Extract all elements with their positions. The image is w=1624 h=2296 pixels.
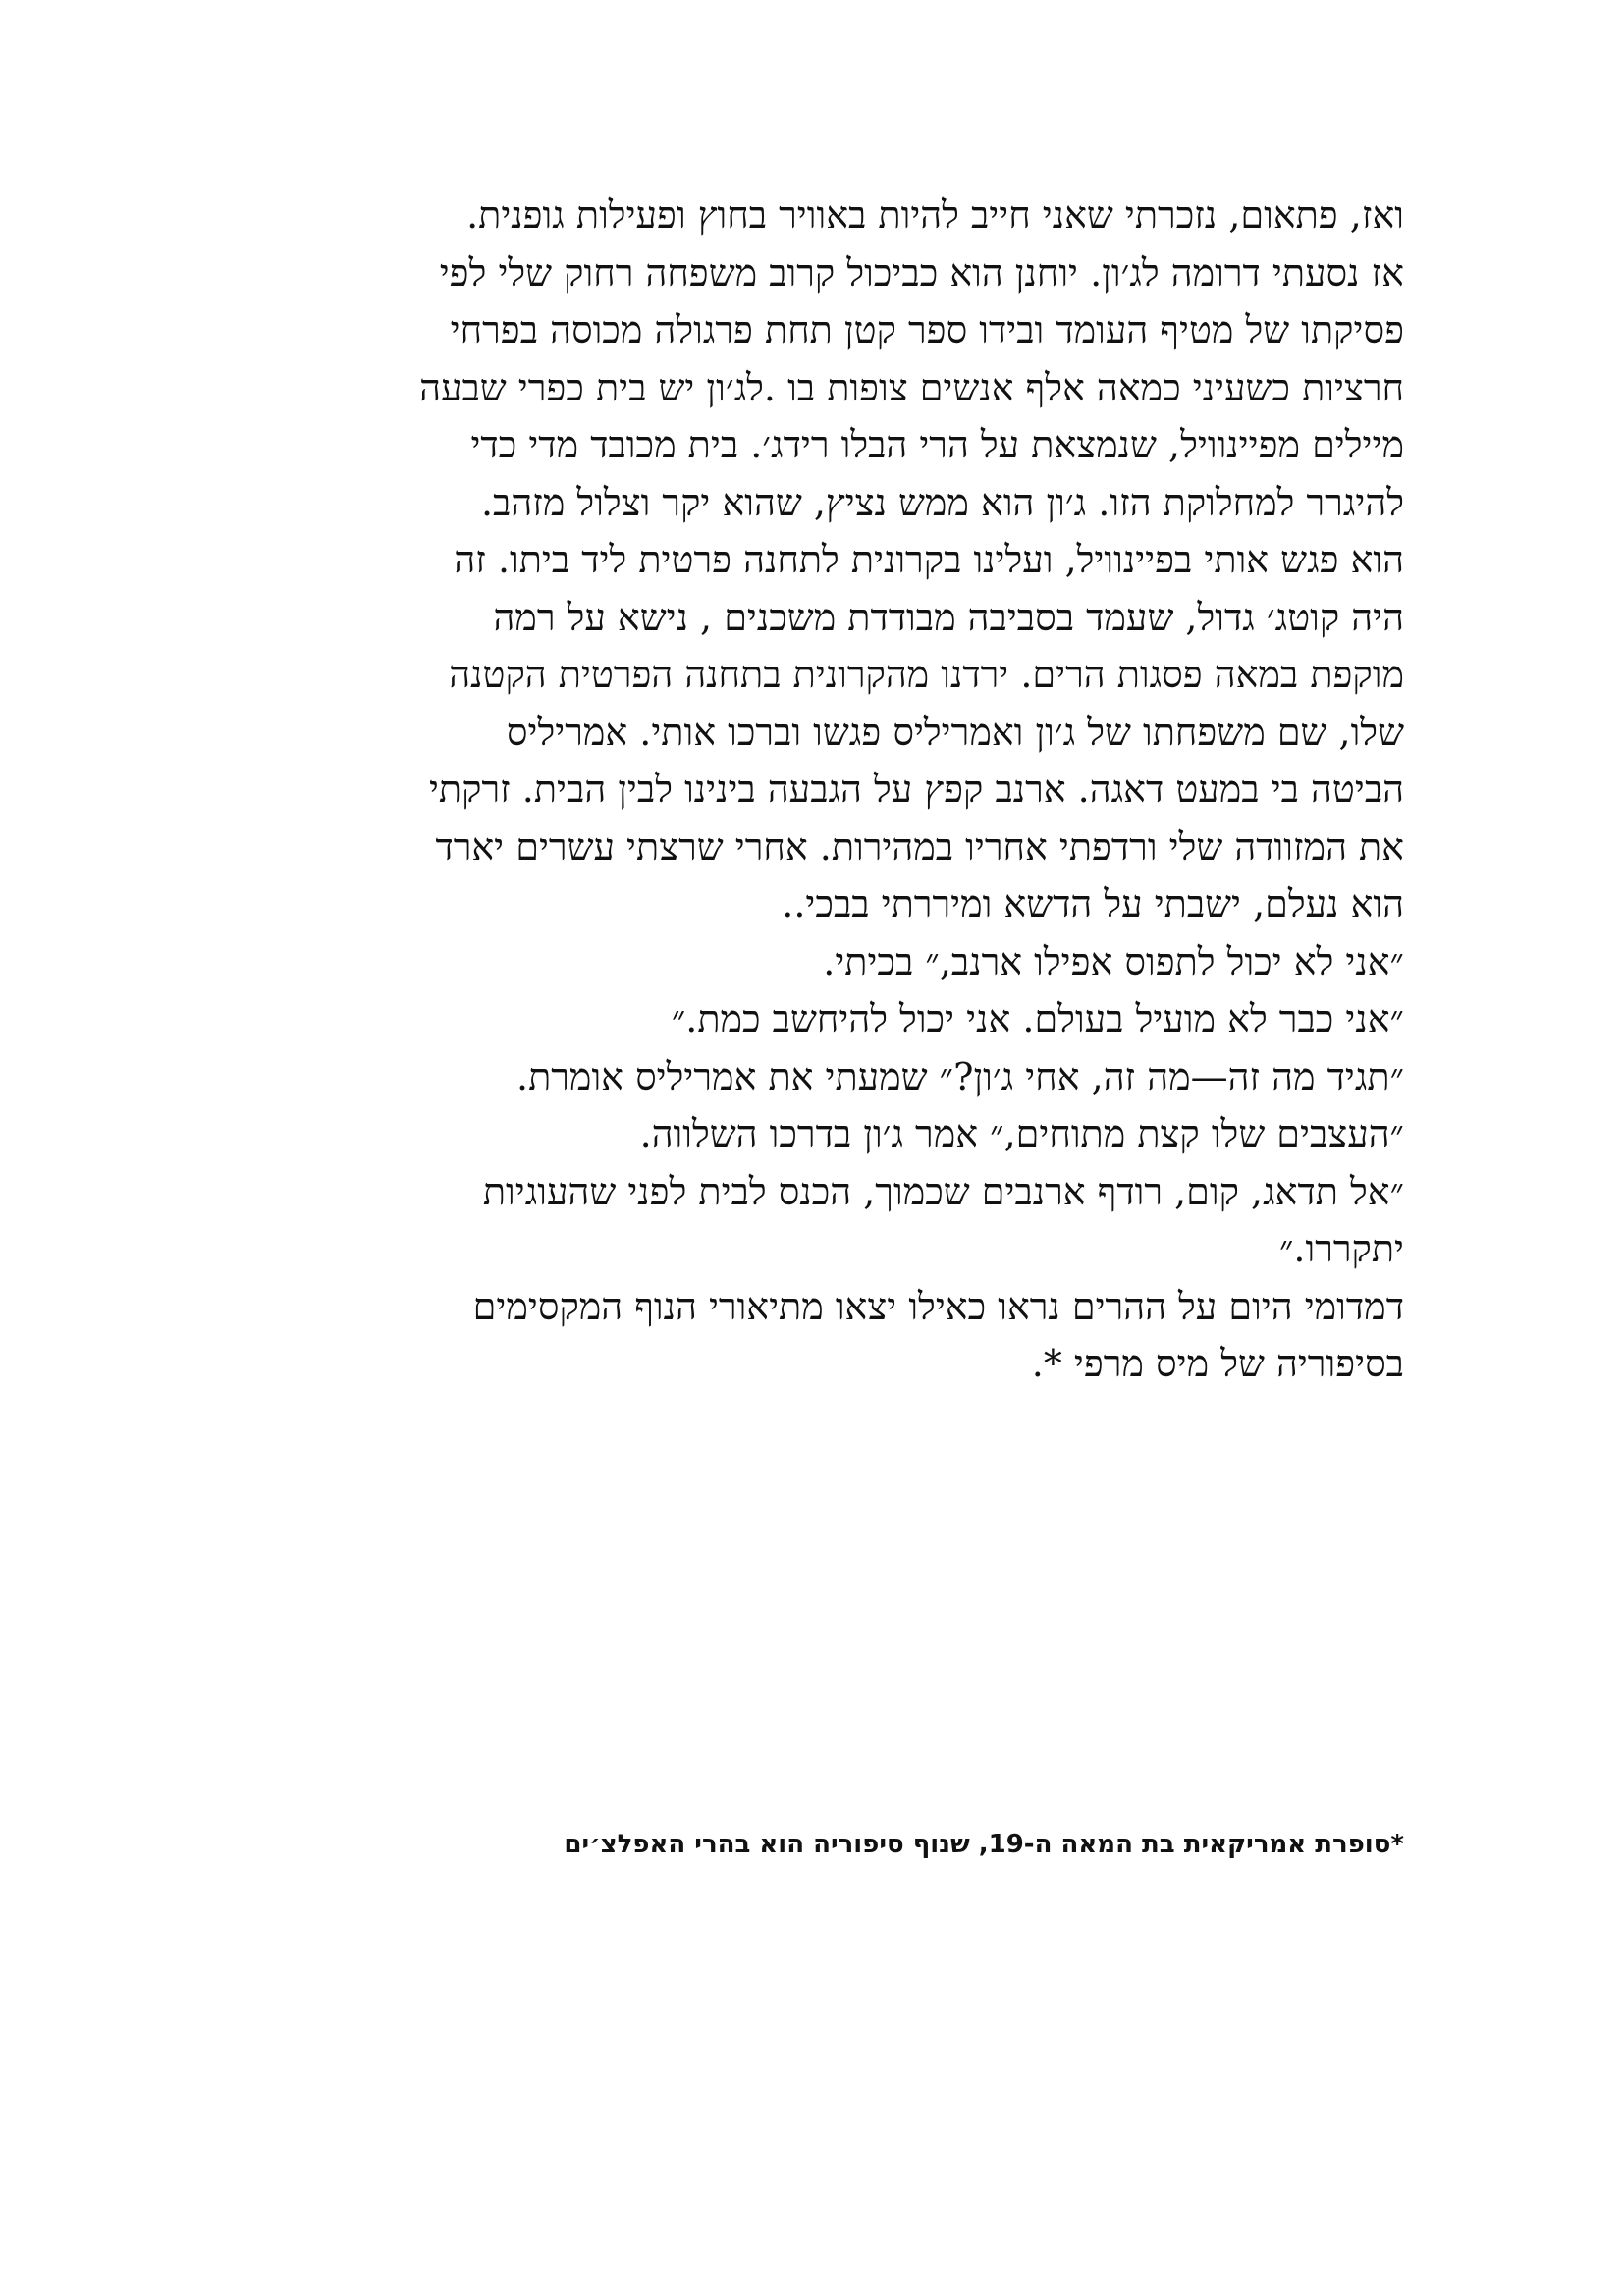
dialogue-line: ״תגיד מה זה—מה זה, אחי ג׳ון?״ שמעתי את אמריליס אומרת. <box>516 1054 1404 1098</box>
text-line: ואז, פתאום, נזכרתי שאני חייב להיות באוויר בחוץ ופעילות גופנית. <box>466 193 1404 237</box>
text-line: להיגרר למחלוקת הזו. ג׳ון הוא ממש נציץ, שהוא יקר וצלול מזהב. <box>480 480 1404 524</box>
story-text <box>226 187 1404 1393</box>
text-line: את המזוודה שלי ורדפתי אחריו במהירות. אחרי שרצתי עשרים יארד <box>435 825 1404 869</box>
text-line: חרציות כשעיני כמאה אלף אנשים צופות בו .לג׳ון יש בית כפרי שבעה <box>419 365 1404 409</box>
text-line: אז נסעתי דרומה לג׳ון. יוחנן הוא כביכול קרוב משפחה רחוק שלי לפי <box>439 250 1404 294</box>
dialogue-line: ״העצבים שלו קצת מתוחים,״ אמר ג׳ון בדרכו השלווה. <box>639 1112 1404 1155</box>
text-line: הוא פגש אותי בפיינוויל, ועלינו בקרונית לתחנה פרטית ליד ביתו. זה <box>454 538 1404 581</box>
dialogue-line: ״אל תדאג, קום, רודף ארנבים שכמוך, הכנס לבית לפני שהעוגיות <box>482 1169 1404 1213</box>
text-line: שלו, שם משפחתו של ג׳ון ואמריליס פגשו וברכו אותי. אמריליס <box>506 710 1404 754</box>
dialogue-line: ״אני כבר לא מועיל בעולם. אני יכול להיחשב כמת.״ <box>671 997 1404 1041</box>
text-line: היה קוטג׳ גדול, שעמד בסביבה מבודדת משכנים , נישא על רמה <box>493 595 1404 639</box>
text-line: הוא נעלם, ישבתי על הדשא ומיררתי בבכי.. <box>782 882 1404 926</box>
text-line: מיילים מפיינוויל, שנמצאת על הרי הבלו רידג׳. בית מכובד מדי כדי <box>470 423 1404 466</box>
footnote: *סופרת אמריקאית בת המאה ה-19, שנוף סיפוריה הוא בהרי האפלצ׳ים <box>564 1830 1404 1859</box>
text-line: הביטה בי במעט דאגה. ארנב קפץ על הגבעה בינינו לבין הבית. זרקתי <box>428 768 1404 811</box>
text-line: דמדומי היום על ההרים נראו כאילו יצאו מתיאורי הנוף המקסימים <box>472 1284 1404 1328</box>
text-line: מוקפת במאה פסגות הרים. ירדנו מהקרונית בתחנה הפרטית הקטנה <box>449 653 1404 696</box>
text-line: פסיקתו של מטיף העומד ובידו ספר קטן תחת פרגולה מכוסה בפרחי <box>450 308 1404 351</box>
dialogue-line: יתקררו.״ <box>1278 1227 1404 1270</box>
text-line: בסיפוריה של מיס מרפי *. <box>1031 1342 1404 1385</box>
dialogue-line: ״אני לא יכול לתפוס אפילו ארנב,״ בכיתי. <box>823 939 1404 984</box>
